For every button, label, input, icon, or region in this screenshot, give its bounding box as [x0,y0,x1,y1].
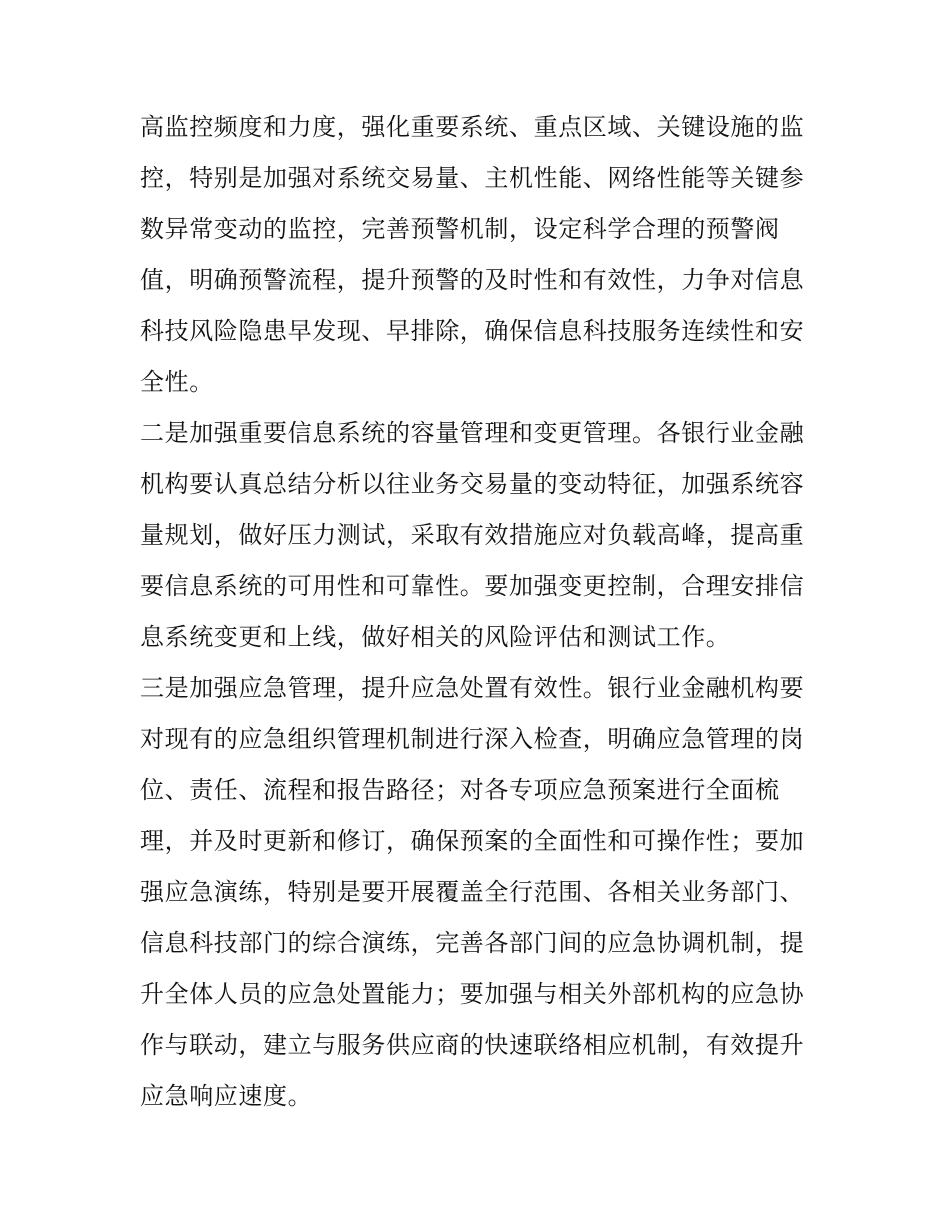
text-line: 二是加强重要信息系统的容量管理和变更管理。各银行业金融 [140,419,805,447]
paragraph-capacity-change [140,408,820,663]
text-line: 升全体人员的应急处置能力；要加强与相关外部机构的应急协 [140,980,805,1008]
text-line [140,1122,820,1173]
document-body [140,102,820,1173]
paragraph-emergency [140,663,820,1173]
text-line: 机构要认真总结分析以往业务交易量的变动特征，加强系统容 [140,470,805,498]
text-line: 强应急演练，特别是要开展覆盖全行范围、各相关业务部门、 [140,878,805,906]
text-line: 信息科技部门的综合演练，完善各部门间的应急协调机制，提 [140,929,805,957]
text-line: 高监控频度和力度，强化重要系统、重点区域、关键设施的监 [140,113,805,141]
text-line: 要信息系统的可用性和可靠性。要加强变更控制，合理安排信 [140,572,805,600]
text-line: 数异常变动的监控，完善预警机制，设定科学合理的预警阀 [140,215,780,243]
paragraph-monitoring [140,102,820,408]
text-line: 全性。 [140,368,214,396]
text-line: 理，并及时更新和修订，确保预案的全面性和可操作性；要加 [140,827,805,855]
text-line: 控，特别是加强对系统交易量、主机性能、网络性能等关键参 [140,164,805,192]
text-line: 位、责任、流程和报告路径；对各专项应急预案进行全面梳 [140,776,780,804]
text-line: 对现有的应急组织管理机制进行深入检查，明确应急管理的岗 [140,725,805,753]
text-line: 值，明确预警流程，提升预警的及时性和有效性，力争对信息 [140,266,805,294]
text-line: 作与联动，建立与服务供应商的快速联络相应机制，有效提升 [140,1031,805,1059]
text-line: 科技风险隐患早发现、早排除，确保信息科技服务连续性和安 [140,317,805,345]
text-line: 三是加强应急管理，提升应急处置有效性。银行业金融机构要 [140,674,805,702]
text-line: 息系统变更和上线，做好相关的风险评估和测试工作。 [140,623,731,651]
text-line: 量规划，做好压力测试，采取有效措施应对负载高峰，提高重 [140,521,805,549]
text-line: 应急响应速度。 [140,1082,313,1110]
